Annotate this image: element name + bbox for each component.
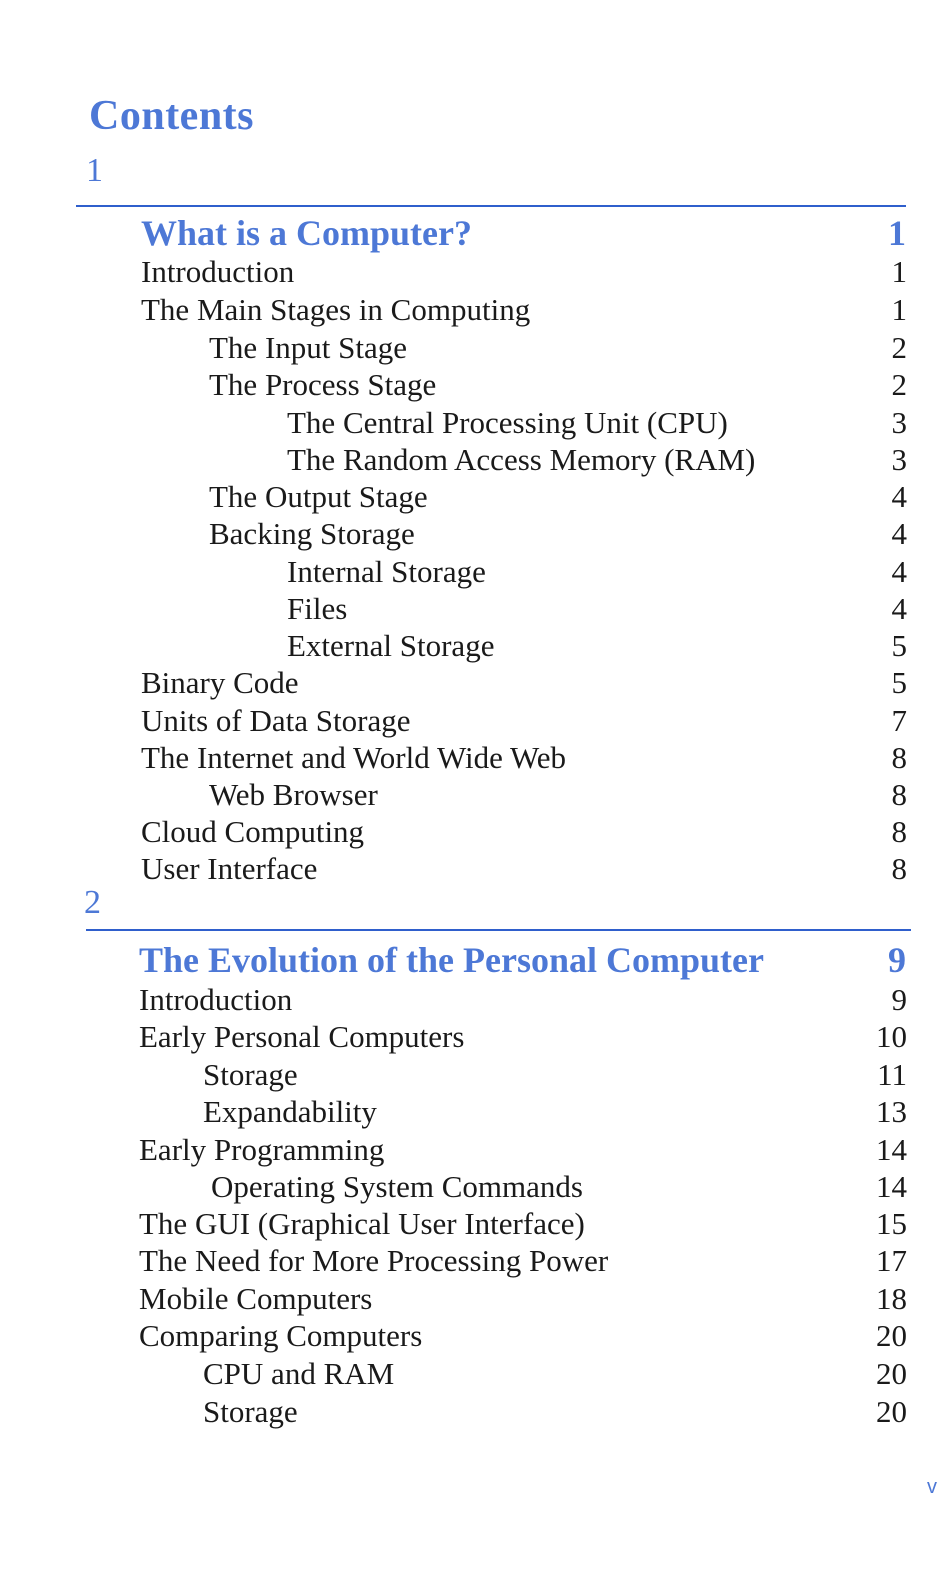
chapter-title-entry[interactable]: [139, 940, 906, 980]
toc-entry-page: 5: [891, 628, 907, 663]
toc-entry[interactable]: [209, 366, 907, 403]
toc-entry-label: Introduction: [141, 254, 295, 289]
toc-entry-label: Units of Data Storage: [141, 703, 411, 738]
toc-entry-label: Early Personal Computers: [139, 1019, 465, 1054]
toc-entry-label: Internal Storage: [287, 554, 486, 589]
toc-entry-page: 8: [891, 740, 907, 775]
toc-entry[interactable]: [141, 664, 907, 701]
toc-entry-label: The GUI (Graphical User Interface): [139, 1206, 585, 1241]
toc-entry-label: Operating System Commands: [211, 1169, 583, 1204]
toc-entry-page: 18: [876, 1281, 907, 1316]
toc-entry-page: 14: [876, 1132, 907, 1167]
toc-entry-label: Early Programming: [139, 1132, 385, 1167]
toc-entry-page: 8: [891, 814, 907, 849]
chapter-rule: [86, 929, 911, 931]
toc-entry[interactable]: [209, 515, 907, 552]
toc-entry-page: 20: [876, 1394, 907, 1429]
toc-entry-label: Storage: [203, 1394, 298, 1429]
chapter-number: 2: [84, 884, 101, 921]
toc-entry-page: 2: [891, 367, 907, 402]
toc-entry[interactable]: [211, 1168, 907, 1205]
toc-entry[interactable]: [203, 1093, 907, 1130]
toc-entry-label: CPU and RAM: [203, 1356, 395, 1391]
toc-entry-label: Backing Storage: [209, 516, 415, 551]
toc-entry[interactable]: [287, 590, 907, 627]
chapter-title-entry[interactable]: [141, 213, 906, 253]
toc-entry[interactable]: [139, 1280, 907, 1317]
page-title: Contents: [89, 93, 255, 139]
chapter-title: The Evolution of the Personal Computer: [139, 940, 764, 980]
chapter-title-page: 1: [888, 213, 906, 253]
toc-entry-page: 2: [891, 330, 907, 365]
toc-entry[interactable]: [141, 739, 907, 776]
toc-entry-page: 8: [891, 777, 907, 812]
toc-entry[interactable]: [141, 291, 907, 328]
toc-entry-label: Expandability: [203, 1094, 377, 1129]
toc-entry-page: 4: [891, 516, 907, 551]
toc-entry[interactable]: [139, 1242, 907, 1279]
toc-entry[interactable]: [141, 850, 907, 887]
toc-entry-label: The Need for More Processing Power: [139, 1243, 609, 1278]
chapter-title: What is a Computer?: [141, 213, 472, 253]
toc-entry-label: Mobile Computers: [139, 1281, 373, 1316]
toc-entry-label: User Interface: [141, 851, 318, 886]
page-folio: v: [927, 1476, 937, 1498]
toc-entry-label: Comparing Computers: [139, 1318, 423, 1353]
toc-entry-label: Web Browser: [209, 777, 378, 812]
chapter-rule: [76, 205, 906, 207]
toc-entry-label: External Storage: [287, 628, 495, 663]
toc-entry-label: Cloud Computing: [141, 814, 365, 849]
toc-entry[interactable]: [287, 404, 907, 441]
toc-entry-label: Files: [287, 591, 348, 626]
toc-entry[interactable]: [203, 1393, 907, 1430]
toc-entry[interactable]: [287, 441, 907, 478]
toc-entry[interactable]: [139, 1018, 907, 1055]
toc-entry-page: 1: [891, 254, 907, 289]
toc-entry-page: 20: [876, 1318, 907, 1353]
toc-entry[interactable]: [141, 253, 907, 290]
toc-entry-page: 1: [891, 292, 907, 327]
toc-entry-label: Introduction: [139, 982, 293, 1017]
toc-entry[interactable]: [141, 702, 907, 739]
toc-entry-label: Binary Code: [141, 665, 299, 700]
toc-entry[interactable]: [287, 627, 907, 664]
toc-entry-label: The Internet and World Wide Web: [141, 740, 567, 775]
toc-entry-page: 11: [877, 1057, 907, 1092]
toc-entry[interactable]: [139, 981, 907, 1018]
toc-entry[interactable]: [209, 329, 907, 366]
toc-entry-label: The Input Stage: [209, 330, 408, 365]
toc-entry-label: The Main Stages in Computing: [141, 292, 531, 327]
chapter-title-page: 9: [888, 940, 906, 980]
toc-entry[interactable]: [209, 478, 907, 515]
toc-entry-page: 13: [876, 1094, 907, 1129]
toc-entry-label: The Output Stage: [209, 479, 428, 514]
toc-entry[interactable]: [203, 1355, 907, 1392]
toc-entry[interactable]: [209, 776, 907, 813]
toc-entry[interactable]: [139, 1205, 907, 1242]
toc-entry-label: The Process Stage: [209, 367, 437, 402]
toc-entry-page: 3: [891, 442, 907, 477]
toc-entry-page: 4: [891, 479, 907, 514]
toc-entry-page: 9: [891, 982, 907, 1017]
toc-entry-page: 17: [876, 1243, 907, 1278]
toc-entry-label: Storage: [203, 1057, 298, 1092]
toc-entry-page: 8: [891, 851, 907, 886]
toc-entry-label: The Random Access Memory (RAM): [287, 442, 756, 477]
toc-entry-page: 4: [891, 554, 907, 589]
toc-entry-page: 5: [891, 665, 907, 700]
toc-entry-page: 14: [876, 1169, 907, 1204]
toc-entry-page: 3: [891, 405, 907, 440]
toc-entry-page: 10: [876, 1019, 907, 1054]
toc-entry[interactable]: [203, 1056, 907, 1093]
toc-entry[interactable]: [139, 1131, 907, 1168]
toc-entry-label: The Central Processing Unit (CPU): [287, 405, 728, 440]
chapter-number: 1: [86, 152, 103, 189]
toc-entry[interactable]: [139, 1317, 907, 1354]
toc-entry-page: 20: [876, 1356, 907, 1391]
toc-entry-page: 7: [891, 703, 907, 738]
toc-entry[interactable]: [141, 813, 907, 850]
toc-entry[interactable]: [287, 553, 907, 590]
toc-entry-page: 15: [876, 1206, 907, 1241]
toc-entry-page: 4: [891, 591, 907, 626]
